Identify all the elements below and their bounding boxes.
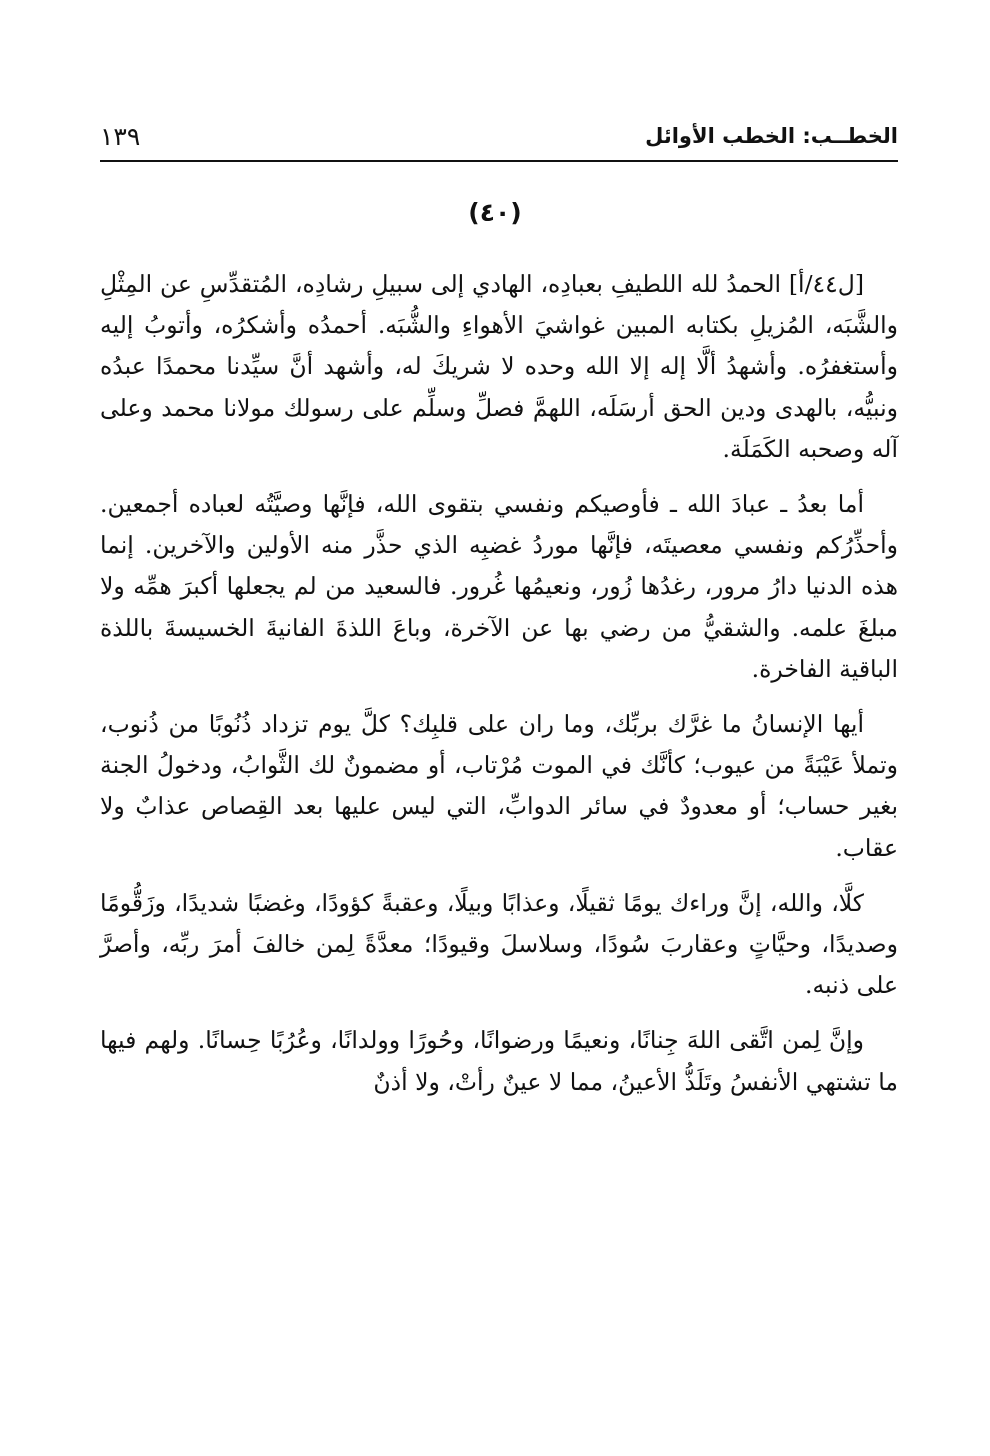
running-title: الخطــب: الخطب الأوائل [645, 124, 898, 148]
paragraph-exhortation: أما بعدُ ـ عبادَ الله ـ فأوصيكم ونفسي بتقوى الله، فإنَّها وصيَّتُه لعباده أجمعين. وأحذِّرُكم ونفسي معصيتَه، فإنَّها موردُ غضبِه الذي حذَّر منه الأولين والآخرين. إنما هذه الدنيا دارُ مرور، رغدُها زُور، ونعيمُها غُرور. فالسعيد من لم يجعلها أكبرَ همِّه ولا مبلغَ علمه. والشقيُّ من رضي بها عن الآخرة، وباعَ اللذةَ الفانيةَ الخسيسةَ باللذة الباقية الفاخرة. [100, 490, 898, 683]
paragraph-address-to-man: أيها الإنسانُ ما غرَّك بربِّك، وما ران على قلبِك؟ كلَّ يوم تزداد ذُنُوبًا من ذُنوب، وتملأ عَيْبَةً من عيوب؛ كأنَّك في الموت مُرْتاب، أو مضمونٌ لك الثَّوابُ، ودخولُ الجنة بغير حساب؛ أو معدودٌ في سائر الدوابِّ، التي ليس عليها بعد القِصاص عذابٌ ولا عقاب. [100, 710, 898, 862]
paragraph-reward: وإنَّ لِمن اتَّقى اللهَ جِنانًا، ونعيمًا ورضوانًا، وحُورًا وولدانًا، وعُرُبًا حِسانًا. ولهم فيها ما تشتهي الأنفسُ وتَلَذُّ الأعينُ، مما لا عينٌ رأتْ، ولا أذنٌ [100, 1026, 898, 1096]
page-number: ١٣٩ [100, 122, 141, 151]
running-head [100, 122, 898, 158]
header-rule [100, 160, 898, 162]
paragraph-opening-praise: [ل٤٤/أ] الحمدُ لله اللطيفِ بعبادِه، الهادي إلى سبيلِ رشادِه، المُتقدِّسِ عن المِثْلِ والشَّبَه، المُزيلِ بكتابه المبين غواشيَ الأهواءِ والشُّبَه. أحمدُه وأشكرُه، وأتوبُ إليه وأستغفرُه. وأشهدُ ألَّا إله إلا الله وحده لا شريكَ له، وأشهد أنَّ سيِّدنا محمدًا عبدُه ونبيُّه، بالهدى ودين الحق أرسَلَه، اللهمَّ فصلِّ وسلِّم على رسولك مولانا محمد وعلى آله وصحبه الكَمَلَة. [100, 270, 898, 463]
sermon-number: (٤٠) [468, 198, 522, 227]
paragraph-warning: كلَّا، والله، إنَّ وراءك يومًا ثقيلًا، وعذابًا وبيلًا، وعقبةً كؤودًا، وغضبًا شديدًا، وزَقُّومًا وصديدًا، وحيَّاتٍ وعقاربَ سُودًا، وسلاسلَ وقيودًا؛ معدَّةً لِمن خالفَ أمرَ ربِّه، وأصرَّ على ذنبه. [100, 888, 898, 1000]
body-text [100, 264, 898, 1103]
